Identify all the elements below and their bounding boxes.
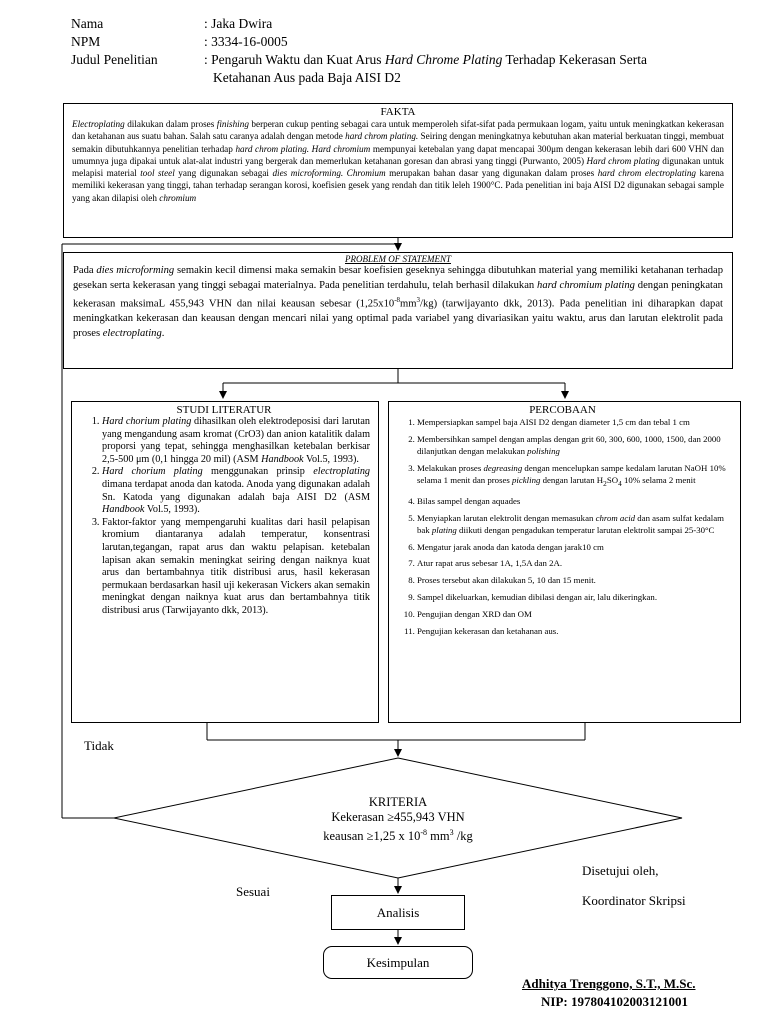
npm-label: NPM [71, 34, 101, 49]
fakta-text: Electroplating dilakukan dalam proses finishing berperan cukup penting sebagai cara untuk memperoleh sifat-sifat pada permukaan logam, yaitu untuk meningkatkan kekerasan dan ketahanan aus suatu bahan. Salah satu caranya adalah dengan metode hard chrom plating. Seiring dengan meningkatnya kebutuhan akan material berkuatan tinggi, membuat semakin dibutuhkannya penelitian terhadap hard chrom plating. Hard chromium mempunyai ketebalan yang dapat mencapai 300μm dengan kekerasan lebih dari 600 VHN dan umumnya juga dipakai untuk alat-alat industri yang bergerak dan memerlukan ketahanan goresan dan abrasi yang tinggi (Purwanto, 2005) Hard chrom plating digunakan untuk melapisi material tool steel yang digunakan sebagai dies microforming. Chromium merupakan bahan dasar yang digunakan dalam proses hard chrom electroplating karena memiliki kekerasan yang tinggi, tahan terhadap serangan korosi, koefisien gesek yang rendah dan titik leleh 1900°C. Pada penelitian ini baja AISI D2 digunakan sebagai sample yang akan dilapisi oleh chromium [72, 119, 724, 203]
sesuai-label: Sesuai [236, 884, 270, 899]
percobaan-step: 7. Atur rapat arus sebesar 1A, 1,5A dan 2A. [417, 557, 734, 569]
nama-label: Nama [71, 16, 104, 31]
percobaan-step: 11. Pengujian kekerasan dan ketahanan aus. [417, 625, 734, 637]
kriteria-text [248, 795, 548, 844]
npm-value: : 3334-16-0005 [204, 34, 288, 49]
percobaan-step: 6. Mengatur jarak anoda dan katoda dengan jarak10 cm [417, 541, 734, 553]
kriteria-line2: keausan ≥1,25 x $10^{-8}$ $mm^3$ /kg [323, 828, 473, 844]
studi-item: 2. Hard chorium plating menggunakan prinsip electroplating dimana terdapat anoda dan katoda. Anoda yang digunakan adalah Sn. Katoda yang digunakan adalah baja AISI D2 (ASM Handbook Vol.5, 1993). [102, 466, 370, 516]
problem-title: PROBLEM OF STATEMENT [345, 254, 451, 264]
percobaan-step: 3. Melakukan proses degreasing dengan mencelupkan sampe kedalam larutan NaOH 10% selama 1 menit dan proses pickling dengan larutan $H_2SO_4$ 10% selama 2 menit [417, 462, 734, 490]
koordinator-name: Adhitya Trenggono, S.T., M.Sc. [522, 976, 696, 991]
percobaan-box [388, 401, 741, 723]
studi-item: 1. Hard chorium plating dihasilkan oleh elektrodeposisi dari larutan yang mengandung asam kromat (CrO3) dan anion katalitik dalam proporsi yang tepat, sehingga menghasilkan ketebalan berkisar 2,5-500 μm (0,1 hingga 20 mil) (ASM Handbook Vol.5, 1993). [102, 416, 370, 466]
studi-list [78, 416, 370, 618]
judul-value-line1: : Pengaruh Waktu dan Kuat Arus Hard Chrome Plating Terhadap Kekerasan Serta [204, 52, 648, 67]
judul-label: Judul Penelitian [71, 52, 158, 67]
percobaan-step: 1. Mempersiapkan sampel baja AISI D2 dengan diameter 1,5 cm dan tebal 1 cm [417, 416, 734, 428]
judul-value-line2: Ketahanan Aus pada Baja AISI D2 [213, 70, 401, 85]
percobaan-title: PERCOBAAN [529, 404, 596, 416]
percobaan-step: 10. Pengujian dengan XRD dan OM [417, 608, 734, 620]
disetujui-label: Disetujui oleh, [582, 863, 659, 878]
percobaan-step: 5. Menyiapkan larutan elektrolit dengan memasukan chrom acid dan asam sulfat kedalam bak plating diikuti dengan pengadukan temperatur larutan elektrolit sampai 25-30°C [417, 512, 734, 537]
percobaan-step: 9. Sampel dikeluarkan, kemudian dibilasi dengan air, lalu dikeringkan. [417, 591, 734, 603]
kesimpulan-box: Kesimpulan [323, 946, 473, 979]
problem-box [63, 252, 733, 369]
percobaan-step: 4. Bilas sampel dengan aquades [417, 495, 734, 507]
nama-value: : Jaka Dwira [204, 16, 273, 31]
percobaan-step: 2. Membersihkan sampel dengan amplas dengan grit 60, 300, 600, 1000, 1500, dan 2000 dilanjutkan dengan melakukan polishing [417, 433, 734, 458]
studi-item: 3. Faktor-faktor yang mempengaruhi kualitas dari hasil pelapisan kromium diantaranya adalah temperatur, konsentrasi larutan,tegangan, rapat arus dan waktu pelapisan. ketebalan lapisan akan semakin meningkat seiring dengan naiknya kuat arus dan bertambahnya titik distribusi arus, hasil kekerasan permukaan berdasarkan hasil uji kekerasan Vickers akan semakin meningkat dengan naiknya kuat arus dan bertambahnya titik distribusi arus (Tarwijayanto dkk, 2013). [102, 517, 370, 618]
kriteria-title: KRITERIA [368, 795, 428, 809]
kriteria-line1: Kekerasan ≥455,943 VHN [331, 810, 465, 824]
fakta-box [63, 103, 733, 238]
studi-literatur-box [71, 401, 379, 723]
fakta-title: FAKTA [380, 106, 416, 118]
koordinator-nip: NIP: 197804102003121001 [541, 994, 688, 1009]
problem-text: Pada dies microforming semakin kecil dimensi maka semakin besar koefisien geseknya sehingga dibutuhkan material yang memiliki ketahanan terhadap gesekan serta kekerasan yang tinggi sebagai materialnya. Pada penelitian terdahulu, telah berhasil dilakukan hard chromium plating dengan peningkatan kekerasan maksimaL 455,943 VHN dan nilai keausan sebesar $(1,25x10^{-8}mm^3/kg)$ (tarwijayanto dkk, 2013). Pada penelitian ini diharapkan dapat meningkatkan kekerasan dan keausan dengan mencari nilai yang optimal pada variabel yang divariasikan yaitu waktu, arus dan larutan elektrolit pada proses electroplating. [73, 265, 723, 339]
studi-title: STUDI LITERATUR [176, 404, 272, 416]
percobaan-list [391, 416, 734, 637]
analisis-box: Analisis [331, 895, 465, 930]
koordinator-label: Koordinator Skripsi [582, 893, 686, 908]
tidak-label: Tidak [84, 738, 114, 753]
percobaan-step: 8. Proses tersebut akan dilakukan 5, 10 dan 15 menit. [417, 574, 734, 586]
